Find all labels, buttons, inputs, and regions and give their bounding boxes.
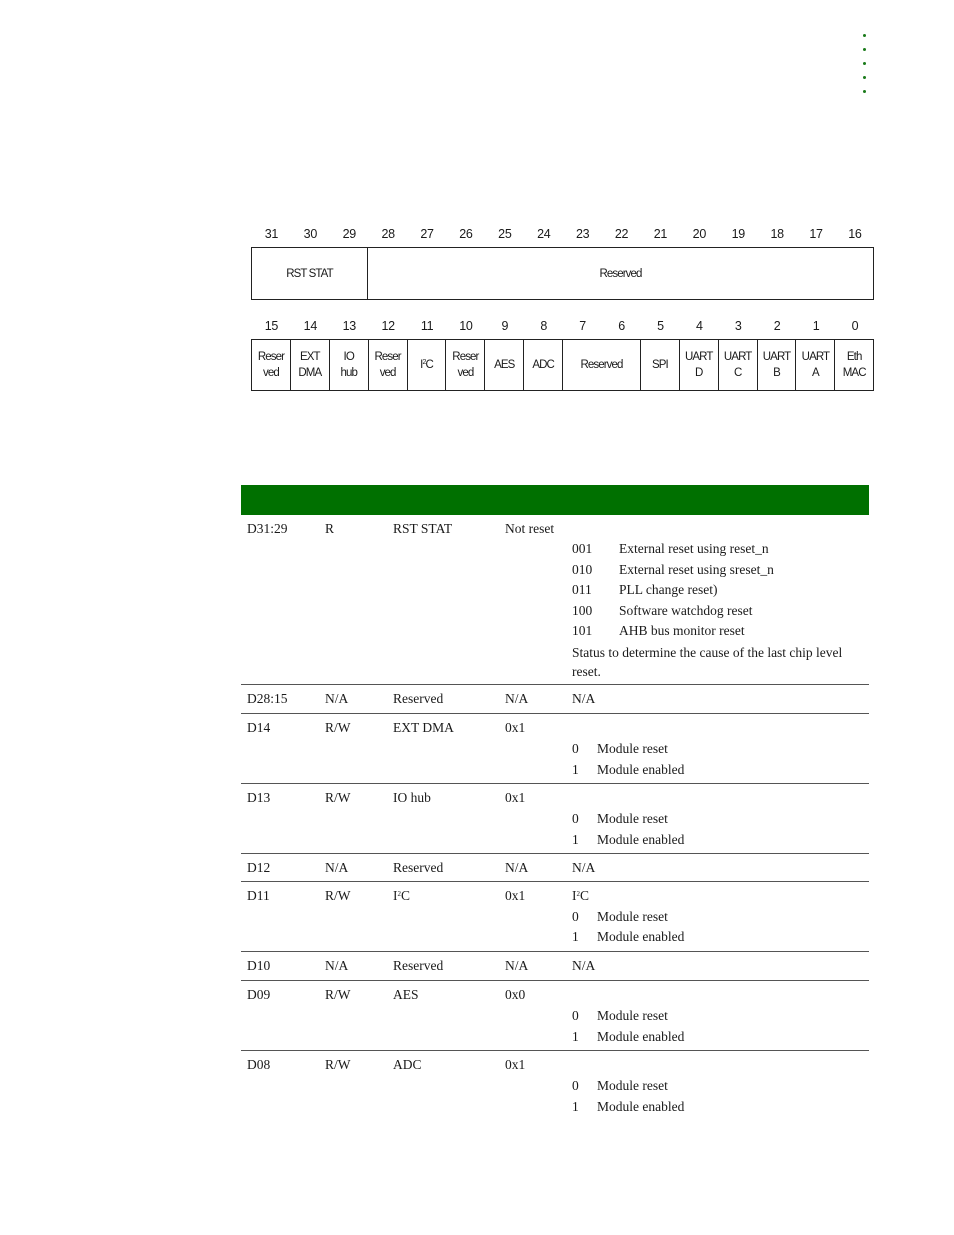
bit-number: 9 [501, 319, 509, 333]
table-row [241, 952, 869, 981]
option-text: Module reset [597, 811, 668, 826]
field-label: ved [457, 367, 474, 379]
bit-number: 29 [342, 227, 356, 241]
bit-number: 19 [731, 227, 745, 241]
table-row [241, 515, 869, 685]
cell-mnemonic: Reserved [393, 958, 444, 973]
field-reserved-12 [369, 340, 408, 390]
field-ext-dma [291, 340, 330, 390]
dot-icon [863, 76, 866, 79]
field-reserved-15 [252, 340, 291, 390]
bit-number: 15 [264, 319, 279, 333]
description-sup: 2 [576, 890, 580, 898]
field-uart-b [758, 340, 797, 390]
cell-description: N/A [572, 958, 596, 973]
bit-number: 23 [575, 227, 590, 241]
option-bit: 1 [572, 1098, 579, 1114]
field-uart-a [796, 340, 835, 390]
field-label: SPI [651, 359, 668, 371]
cell-description [572, 809, 864, 850]
field-label: ved [263, 367, 279, 379]
field-label: UART [685, 351, 713, 363]
bit-number: 4 [696, 319, 703, 333]
cell-access: R/W [325, 888, 351, 903]
option-text: Module enabled [597, 761, 685, 777]
cell-description: N/A [572, 860, 596, 875]
register-table [241, 515, 869, 1121]
field-label: C [425, 359, 433, 371]
cell-description [572, 886, 864, 948]
bit-number: 31 [264, 227, 279, 241]
cell-description [572, 1006, 864, 1047]
field-label-sup: 2 [422, 359, 426, 366]
field-aes [485, 340, 524, 390]
reset-code-text: Software watchdog reset [619, 602, 753, 618]
field-label: Eth [846, 351, 862, 363]
field-label: Reser [452, 351, 479, 363]
bit-number: 30 [303, 227, 317, 241]
option-text: Module reset [597, 908, 668, 924]
cell-reset: 0x1 [505, 1057, 526, 1072]
cell-reset: 0x1 [505, 720, 526, 735]
cell-reset: Not reset [505, 521, 555, 536]
bit-number: 0 [851, 319, 859, 333]
cell-reset: 0x0 [505, 987, 526, 1002]
option-bit: 1 [572, 831, 579, 847]
cell-access: R/W [325, 1057, 351, 1072]
field-uart-d [680, 340, 719, 390]
bit-number: 14 [303, 319, 317, 333]
dot-icon [863, 34, 866, 37]
reset-code: 011 [572, 582, 592, 597]
field-eth-mac [835, 340, 873, 390]
cell-reset: N/A [505, 958, 529, 973]
field-label: UART [762, 351, 791, 363]
field-label: Reser [257, 351, 285, 363]
option-bit: 0 [572, 1078, 579, 1093]
field-label: Reserved [599, 267, 642, 280]
cell-bits: D12 [247, 860, 271, 875]
table-row [241, 685, 869, 714]
field-label: C [733, 367, 742, 379]
option-bit: 1 [572, 761, 579, 777]
bit-number: 27 [420, 227, 434, 241]
option-text: Module reset [597, 741, 668, 756]
reset-code: 100 [572, 602, 593, 618]
bit-number: 7 [579, 319, 586, 333]
reset-code-text: PLL change reset) [619, 582, 718, 597]
field-label: RST STAT [286, 267, 333, 280]
field-label: AES [494, 359, 515, 371]
bit-numbers-lower [252, 319, 874, 335]
bit-number: 24 [537, 227, 551, 241]
reset-code: 001 [572, 541, 593, 556]
field-label: MAC [842, 367, 866, 379]
description-text: C [580, 888, 590, 903]
option-bit: 0 [572, 1008, 579, 1023]
cell-mnemonic [393, 886, 410, 907]
option-text: Module reset [597, 1008, 668, 1023]
bit-number: 28 [381, 227, 395, 241]
field-label: I [420, 359, 423, 371]
bit-number: 6 [618, 319, 625, 333]
bit-number: 8 [540, 319, 548, 333]
option-text: Module enabled [597, 1098, 685, 1114]
option-bit: 1 [572, 1028, 579, 1044]
field-label: ADC [532, 359, 554, 371]
field-i2c [408, 340, 447, 390]
bit-number: 1 [812, 319, 820, 333]
field-reserved [368, 248, 873, 299]
field-label: UART [801, 351, 830, 363]
table-row [241, 882, 869, 952]
table-row [241, 714, 869, 784]
register-fields-upper [251, 247, 874, 300]
field-label: IO [343, 351, 354, 363]
cell-bits: D13 [247, 790, 271, 805]
field-label: B [773, 367, 780, 379]
field-rst-stat [252, 248, 368, 299]
field-label: D [695, 367, 703, 379]
cell-bits: D28:15 [247, 691, 288, 706]
cell-description: N/A [572, 691, 596, 706]
reset-code-text: External reset using sreset_n [619, 561, 774, 577]
reset-code-text: External reset using reset_n [619, 541, 769, 556]
field-label: UART [723, 351, 752, 363]
option-text: Module enabled [597, 831, 685, 847]
cell-access: R/W [325, 987, 351, 1002]
bit-number: 11 [420, 319, 434, 333]
cell-reset: N/A [505, 860, 529, 875]
cell-access: R/W [325, 720, 351, 735]
bit-number: 20 [692, 227, 706, 241]
bit-number: 17 [809, 227, 823, 241]
option-text: Module enabled [597, 1028, 685, 1044]
mnemonic-text: I [393, 888, 398, 903]
cell-bits: D11 [247, 888, 270, 903]
cell-bits: D10 [247, 958, 271, 973]
option-bit: 0 [572, 811, 579, 826]
cell-mnemonic: Reserved [393, 860, 444, 875]
option-bit: 1 [572, 929, 579, 944]
option-text: Module enabled [597, 929, 685, 944]
cell-mnemonic: RST STAT [393, 521, 453, 536]
mnemonic-sup: 2 [397, 890, 401, 898]
option-bit: 0 [572, 908, 579, 924]
bit-number: 2 [773, 319, 781, 333]
cell-reset: 0x1 [505, 790, 526, 805]
margin-dots [863, 34, 869, 104]
bit-number: 10 [459, 319, 473, 333]
dot-icon [863, 90, 866, 93]
bit-number: 22 [614, 227, 629, 241]
cell-access: N/A [325, 691, 349, 706]
dot-icon [863, 62, 866, 65]
field-reserved-7-6 [563, 340, 641, 390]
field-label: hub [340, 367, 357, 379]
bit-number: 5 [657, 319, 664, 333]
field-label: Reserved [580, 359, 623, 371]
cell-mnemonic: Reserved [393, 691, 444, 706]
field-adc [524, 340, 563, 390]
field-label: Reser [374, 351, 401, 363]
reset-code-text: AHB bus monitor reset [619, 623, 745, 638]
field-label: DMA [298, 367, 322, 379]
field-reserved-10 [446, 340, 485, 390]
table-row [241, 784, 869, 854]
cell-bits: D08 [247, 1057, 271, 1072]
dot-icon [863, 48, 866, 51]
cell-description [572, 539, 864, 681]
bit-number: 13 [342, 319, 356, 333]
bit-number: 26 [459, 227, 473, 241]
reset-code: 010 [572, 561, 593, 577]
cell-access: R/W [325, 790, 351, 805]
table-row [241, 1051, 869, 1121]
field-uart-c [719, 340, 758, 390]
bit-numbers-upper [252, 227, 874, 243]
field-io-hub [330, 340, 369, 390]
cell-mnemonic: AES [393, 987, 419, 1002]
cell-access: N/A [325, 958, 349, 973]
cell-mnemonic: EXT DMA [393, 720, 454, 735]
description-note: Status to determine the cause of the last chip level reset. [572, 644, 843, 679]
reset-code: 101 [572, 623, 593, 638]
bit-number: 21 [653, 227, 668, 241]
cell-reset: 0x1 [505, 888, 526, 903]
cell-access: N/A [325, 860, 349, 875]
bit-number: 18 [770, 227, 784, 241]
field-spi [641, 340, 680, 390]
bit-number: 12 [381, 319, 395, 333]
cell-description [572, 1076, 864, 1117]
cell-mnemonic: IO hub [393, 790, 431, 805]
cell-description [572, 739, 864, 780]
table-header-bar [241, 485, 869, 515]
register-fields-lower [251, 339, 874, 391]
description-text: I [572, 888, 577, 903]
cell-mnemonic: ADC [393, 1057, 422, 1072]
mnemonic-text: C [401, 888, 411, 903]
field-label: EXT [300, 351, 320, 363]
field-label: A [812, 367, 819, 379]
option-text: Module reset [597, 1078, 668, 1093]
table-row [241, 981, 869, 1051]
bit-number: 25 [498, 227, 512, 241]
bit-number: 3 [734, 319, 742, 333]
bit-number: 16 [848, 227, 862, 241]
cell-bits: D31:29 [247, 521, 288, 536]
cell-bits: D09 [247, 987, 271, 1002]
cell-reset: N/A [505, 691, 529, 706]
field-label: ved [379, 367, 396, 379]
option-bit: 0 [572, 741, 579, 756]
table-row [241, 854, 869, 882]
cell-access: R [325, 521, 335, 536]
cell-bits: D14 [247, 720, 271, 735]
